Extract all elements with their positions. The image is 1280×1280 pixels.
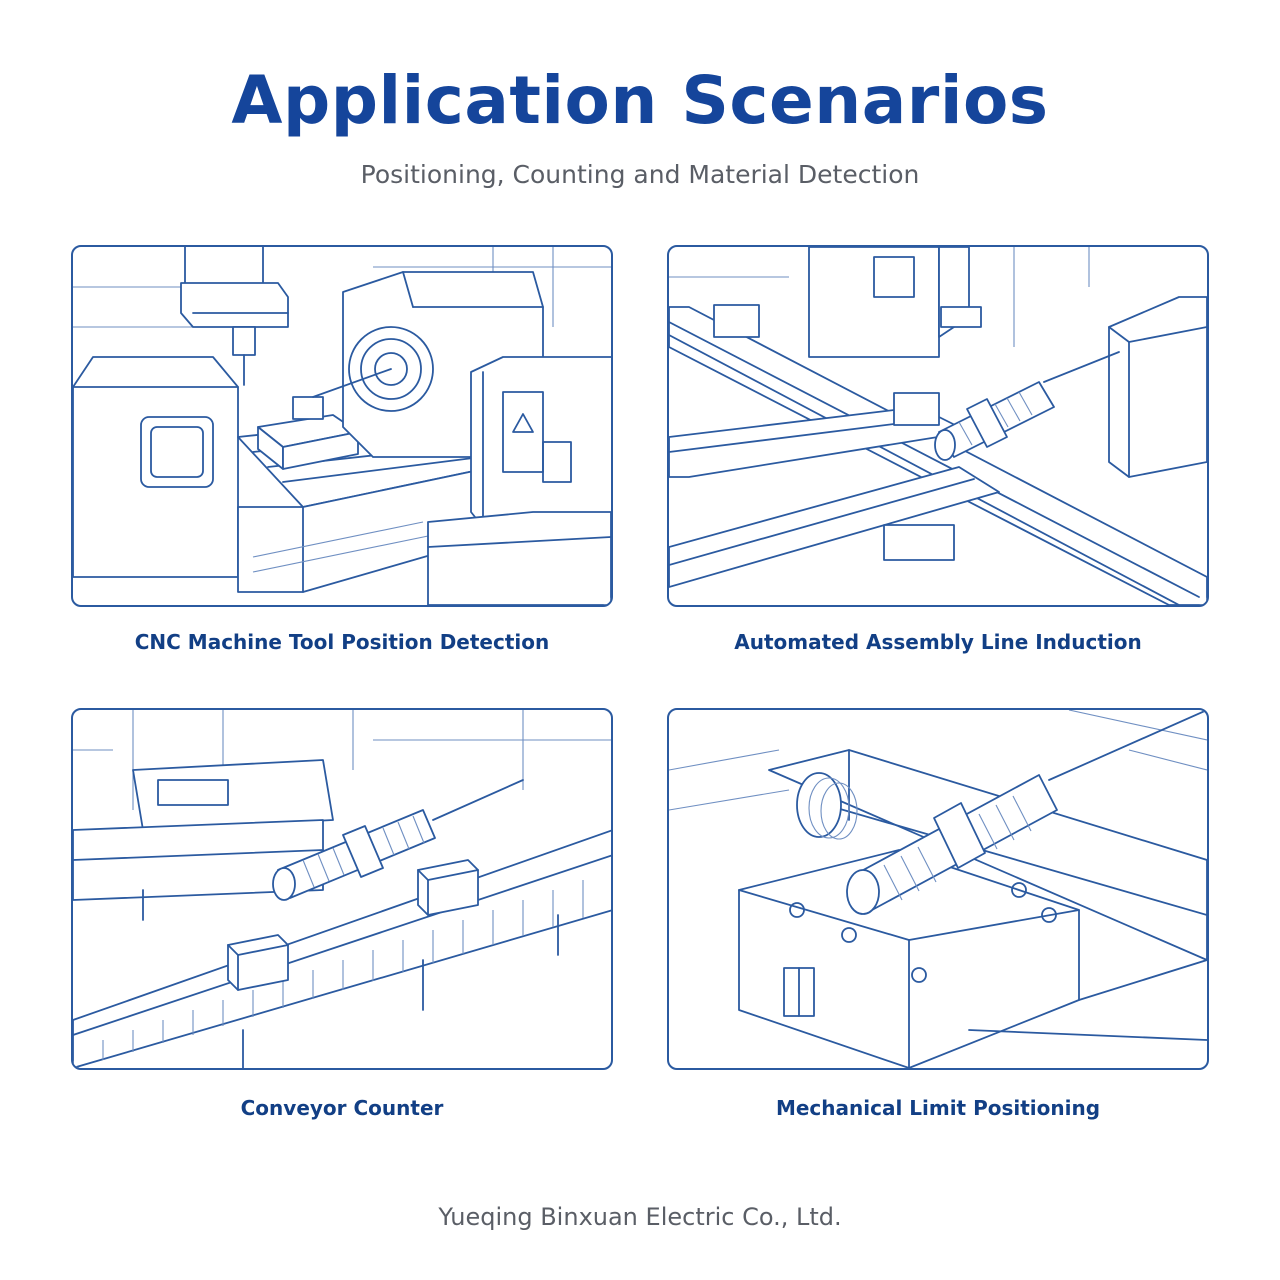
cnc-scenario-card: [71, 245, 613, 607]
limit-positioning-illustration: [669, 710, 1207, 1068]
page-title: Application Scenarios: [231, 62, 1049, 139]
company-name: Yueqing Binxuan Electric Co., Ltd.: [438, 1203, 842, 1231]
conveyor-scenario-caption: Conveyor Counter: [240, 1096, 444, 1120]
limit-scenario-card: [667, 708, 1209, 1070]
assembly-scenario-card: [667, 245, 1209, 607]
assembly-line-illustration: [669, 247, 1207, 605]
assembly-scenario-caption: Automated Assembly Line Induction: [734, 630, 1142, 654]
cnc-scenario-caption: CNC Machine Tool Position Detection: [134, 630, 550, 654]
conveyor-scenario-card: [71, 708, 613, 1070]
cnc-machine-illustration: [73, 247, 611, 605]
conveyor-illustration: [73, 710, 611, 1068]
limit-scenario-caption: Mechanical Limit Positioning: [775, 1096, 1101, 1120]
page-subtitle: Positioning, Counting and Material Detection: [360, 160, 920, 189]
